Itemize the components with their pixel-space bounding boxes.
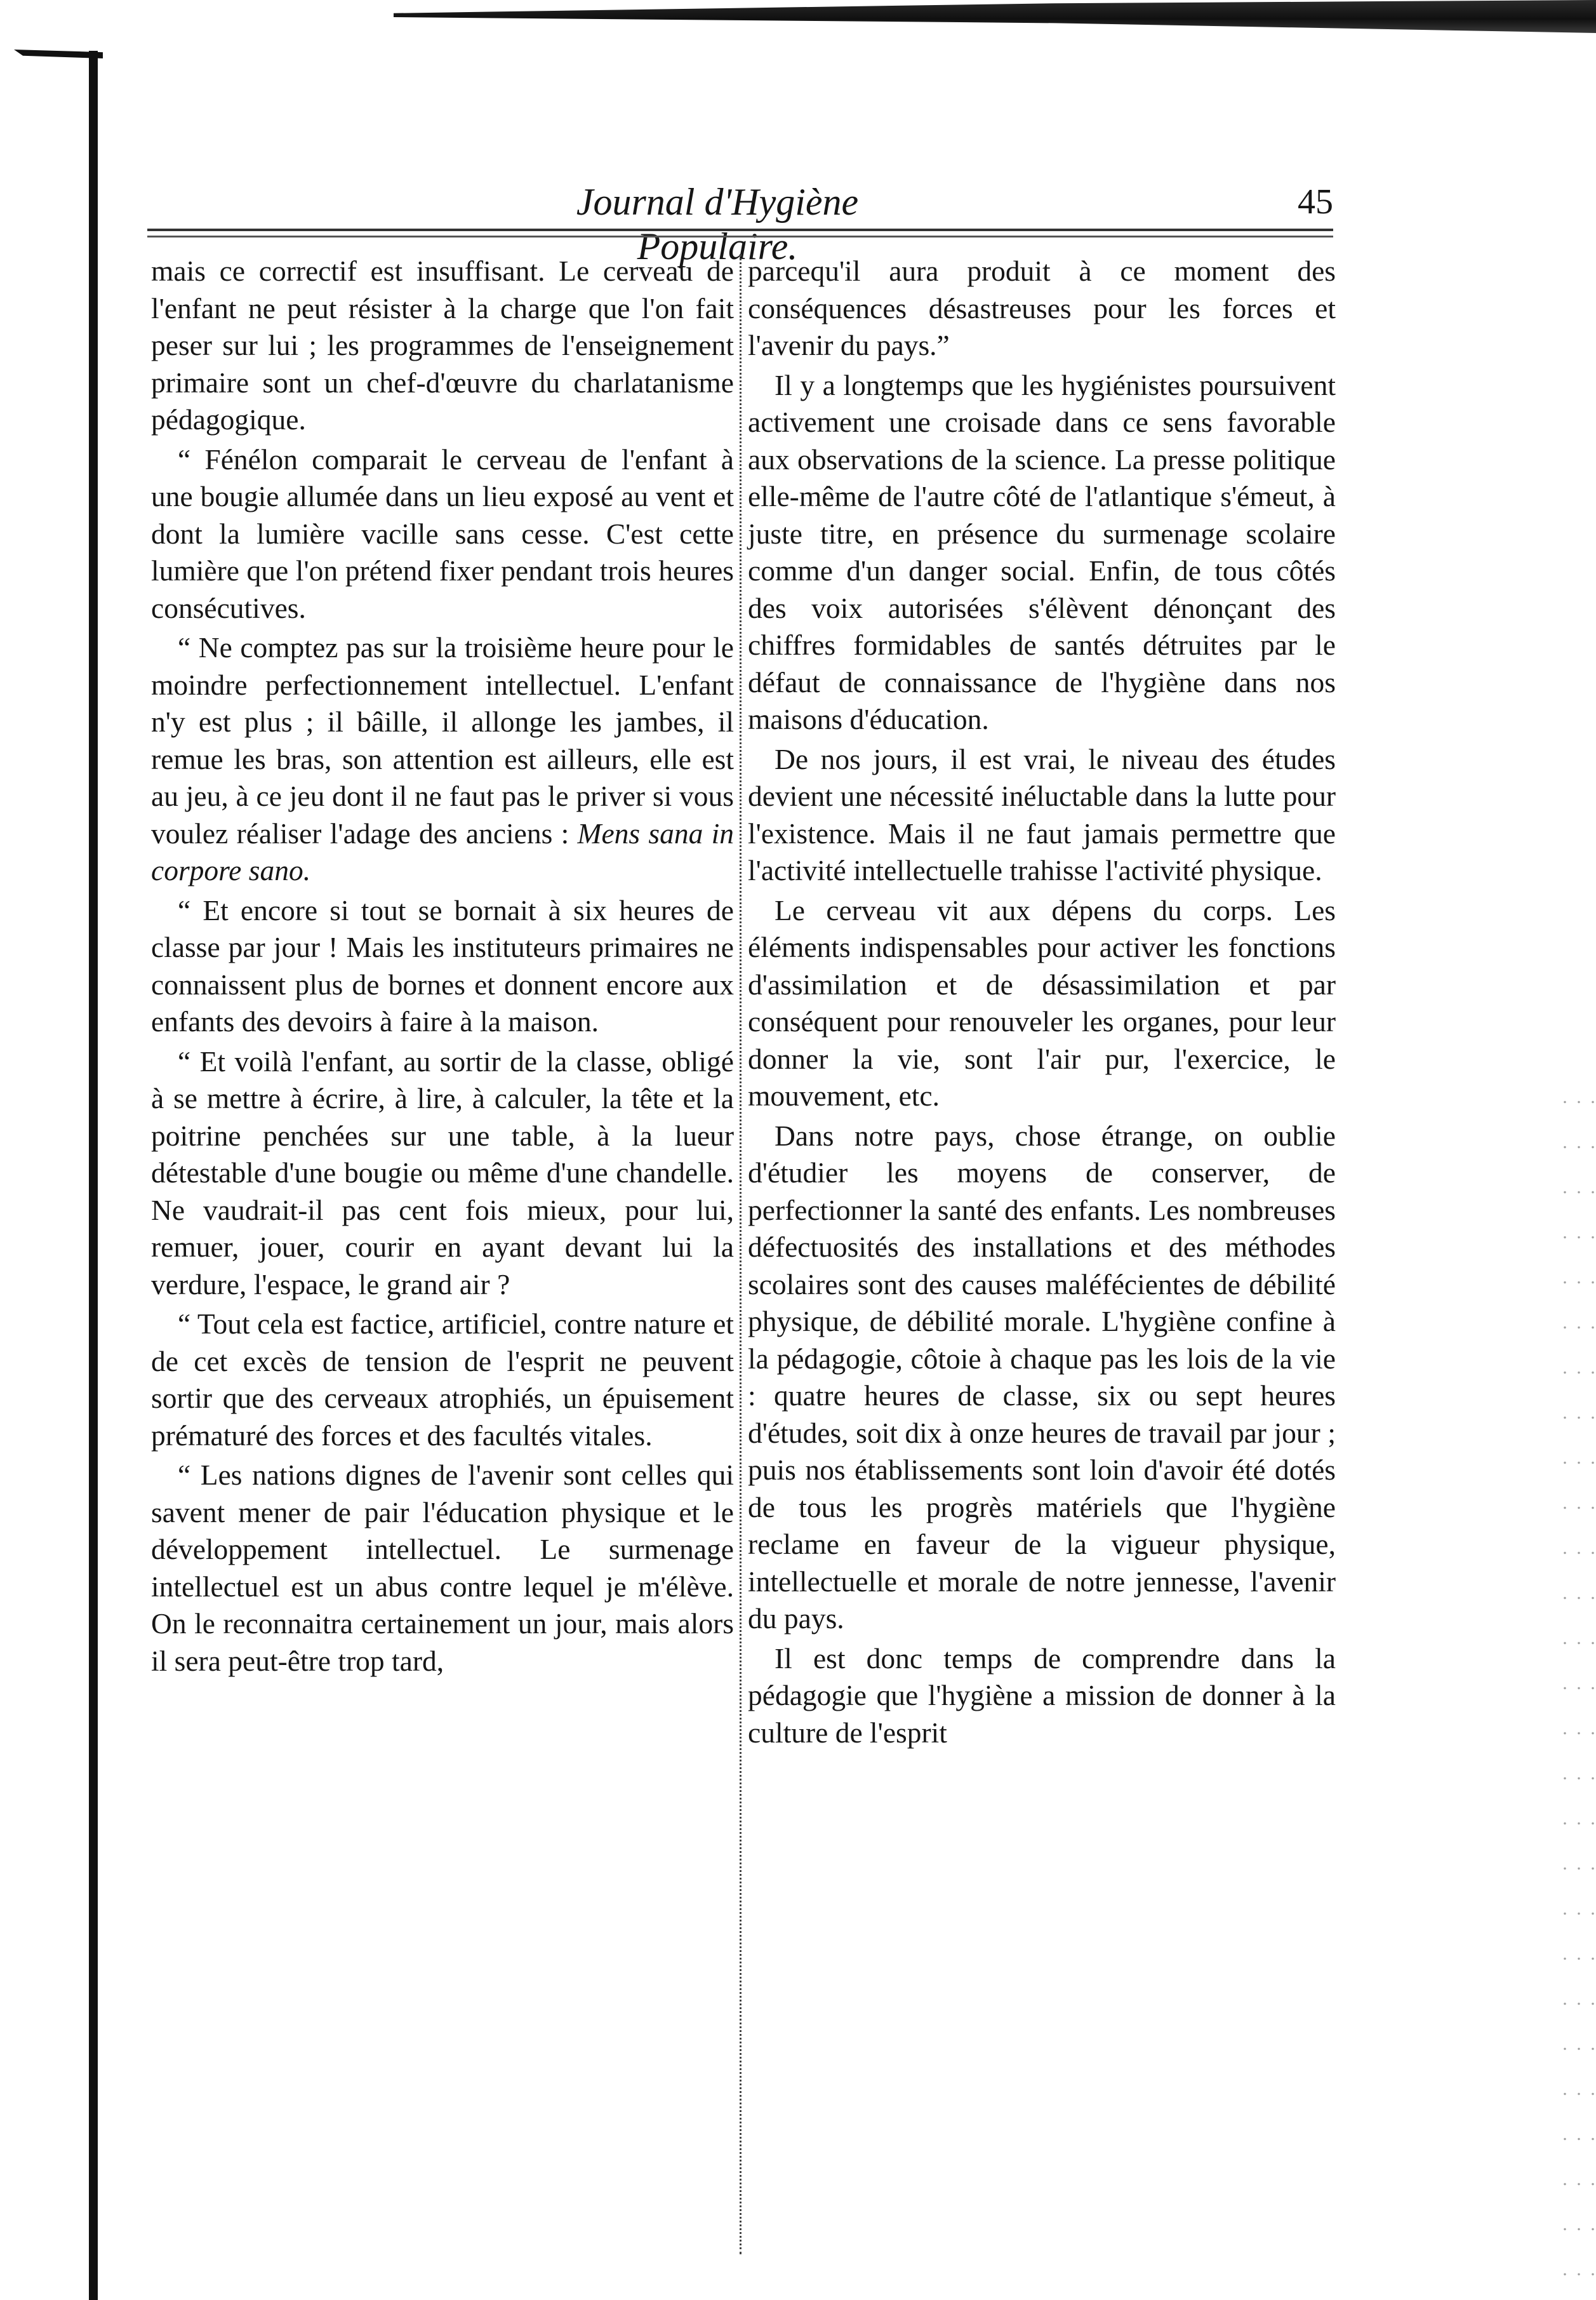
left-paragraph-3	[151, 629, 734, 890]
left-paragraph-5: “ Et voilà l'enfant, au sortir de la classe, obligé à se mettre à écrire, à lire, à calculer, la tête et la poitrine penchées sur une table, à la lueur détestable d'une bougie ou même d'une chandelle. Ne vaudrait-il pas cent fois mieux, pour lui, remuer, jouer, courir en ayant devant lui la verdure, l'espace, le grand air ?	[151, 1045, 734, 1300]
right-paragraph-1: parcequ'il aura produit à ce moment des conséquences désastreuses pour les forces et l'avenir du pays.”	[748, 255, 1336, 361]
left-paragraph-3-text: “ Ne comptez pas sur la troisième heure pour le moindre perfectionnement intellectuel. L'enfant n'y est plus ; il bâille, il allonge les jambes, il remue les bras, son attention est ailleurs, elle est au jeu, à ce jeu dont il ne faut pas le priver si vous voulez réaliser l'adage des anciens :	[151, 631, 734, 850]
scan-top-bar	[394, 0, 1596, 33]
right-paragraph-6: Il est donc temps de comprendre dans la pédagogie que l'hygiène a mission de donner à la culture de l'esprit	[748, 1641, 1336, 1749]
right-paragraph-4: Le cerveau vit aux dépens du corps. Les éléments indispensables pour activer les fonctions d'assimilation et de désassimilation et par conséquent pour renouveler les organes, pour leur donner la vie, sont l'air pur, l'exercice, le mouvement, etc.	[748, 893, 1336, 1112]
right-column	[748, 253, 1336, 1751]
left-paragraph-2: “ Fénélon comparait le cerveau de l'enfant à une bougie allumée dans un lieu exposé au vent et dont la lumière vacille sans cesse. C'est cette lumière que l'on prétend fixer pendant trois heures consécutives.	[151, 443, 734, 624]
left-paragraph-4: “ Et encore si tout se bornait à six heures de classe par jour ! Mais les instituteurs primaires ne connaissent plus de bornes et donnent encore aux enfants des devoirs à faire à la maison.	[151, 893, 734, 1038]
right-paragraph-3: De nos jours, il est vrai, le niveau des études devient une nécessité inéluctable dans la lutte pour l'existence. Mais il ne faut jamais permettre que l'activité intellectuelle trahisse l'activité physique.	[748, 742, 1336, 886]
scan-left-rule	[89, 51, 98, 2300]
left-column	[151, 253, 734, 1680]
page-number: 45	[1298, 182, 1333, 222]
right-paragraph-5: Dans notre pays, chose étrange, on oublie d'étudier les moyens de conserver, de perfectionner la santé des enfants. Les nombreuses défectuosités des installations et des méthodes scolaires sont des causes maléfécientes de débilité physique, de débilité morale. L'hygiène confine à la pédagogie, côtoie à chaque pas les lois de la vie : quatre heures de classe, six ou sept heures d'études, soit dix à onze heures de travail par jour ; puis nos établissements sont loin d'avoir été dotés de tous les progrès matériels que l'hygiène reclame en faveur de la vigueur physique, intellectuelle et morale de notre jennesse, l'avenir du pays.	[748, 1119, 1336, 1635]
header-rule	[147, 229, 1333, 237]
running-title: Journal d'Hygiène Populaire.	[576, 181, 859, 267]
left-paragraph-1: mais ce correctif est insuffisant. Le cerveau de l'enfant ne peut résister à la charge que l'on fait peser sur lui ; les programmes de l'enseignement primaire sont un chef-d'œuvre du charlatanisme pédagogique.	[151, 255, 734, 436]
left-paragraph-6: “ Tout cela est factice, artificiel, contre nature et de cet excès de tension de l'esprit ne peuvent sortir que des cerveaux atrophiés, un épuisement prématuré des forces et des facultés vitales.	[151, 1307, 734, 1452]
left-paragraph-7: “ Les nations dignes de l'avenir sont celles qui savent mener de pair l'éducation physique et le développement intellectuel. Le surmenage intellectuel est un abus contre lequel je m'élève. On le reconnaitra certainement un jour, mais alors il sera peut-être trop tard,	[151, 1459, 734, 1677]
latin-adage: Mens sana in corpore sano.	[151, 817, 735, 886]
column-divider	[740, 254, 741, 2254]
right-paragraph-2: Il y a longtemps que les hygiénistes poursuivent activement une croisade dans ce sens favorable aux observations de la science. La presse politique elle-même de l'autre côté de l'atlantique s'émeut, à juste titre, en présence du surmenage scolaire comme d'un danger social. Enfin, de tous côtés des voix autorisées s'élèvent dénonçant des chiffres formidables de santés détruites par le défaut de connaissance de l'hygiène dans nos maisons d'éducation.	[748, 368, 1336, 735]
scan-edge-specks	[1558, 1080, 1596, 2286]
